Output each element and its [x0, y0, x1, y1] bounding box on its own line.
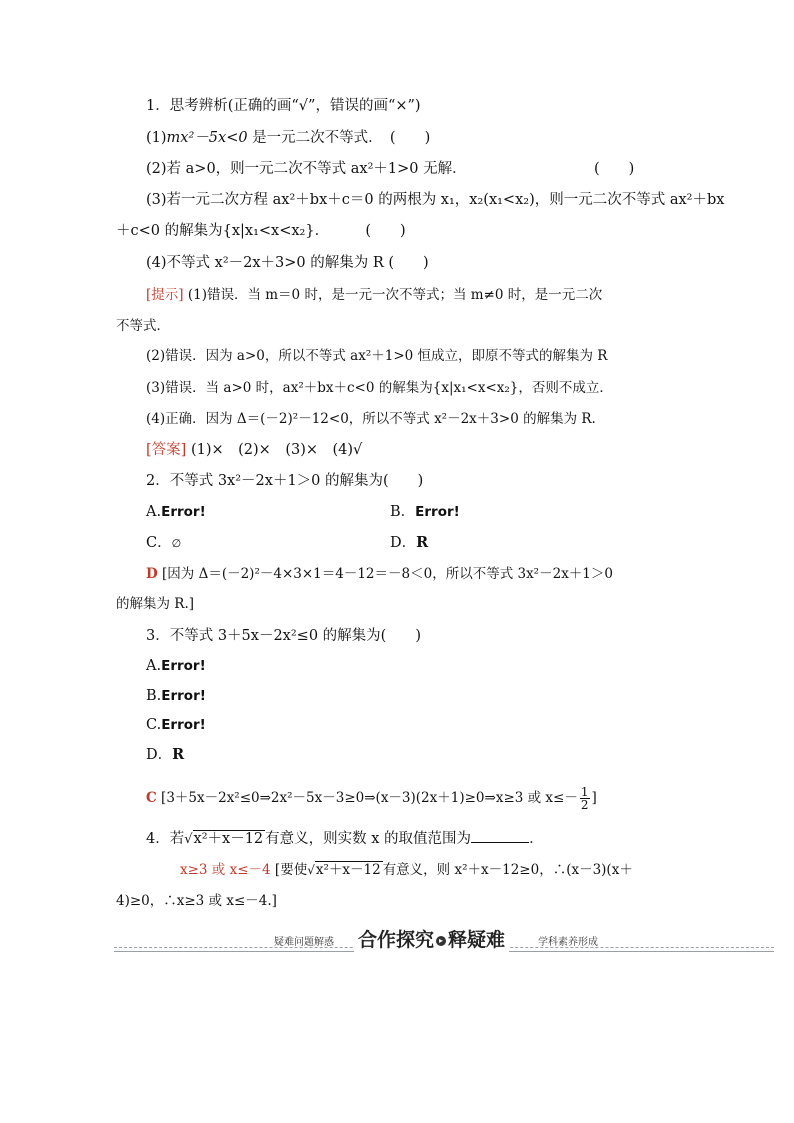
q4-answer: x≥3 或 x≤－4: [180, 862, 271, 878]
banner-right-text: 学科素养形成: [538, 937, 598, 948]
q3-answer-letter: C: [146, 790, 157, 806]
q1-answer: [答案] (1)× (2)× (3)× (4)√: [146, 442, 363, 458]
answer-blank: [471, 828, 529, 843]
q3-solution: C [3＋5x－2x²≤0⇒2x²－5x－3≥0⇒(x－3)(2x＋1)≥0⇒x≥3 或 x≤－ $\frac{1}{2}$ ]: [146, 785, 597, 812]
q3-option-b: B.Error!: [146, 688, 206, 704]
q1-statement-3b: ＋c<0 的解集为{x|x₁<x<x₂}． ( ): [116, 223, 406, 239]
q2-solution-b: 的解集为 R.]: [116, 596, 195, 612]
q2-option-b: B．Error!: [390, 504, 460, 520]
q1-statement-2-paren: ( ): [594, 161, 635, 177]
q3-option-d: D．R: [146, 746, 185, 763]
hint-tag: [提示]: [146, 287, 184, 303]
fraction-one-half: $\frac{1}{2}$: [580, 785, 589, 812]
q4-solution-a: x≥3 或 x≤－4 [要使√x²＋x－12 有意义，则 x²＋x－12≥0，∴(x－3)(x＋: [180, 862, 633, 878]
q1-statement-1: (1)mx²－5x<0 是一元二次不等式． ( ): [146, 130, 431, 146]
q1-hint-1a: [提示] (1)错误．当 m＝0 时，是一元一次不等式；当 m≠0 时，是一元二次: [146, 287, 603, 303]
q1-hint-2: (2)错误．因为 a>0，所以不等式 ax²＋1>0 恒成立，即原不等式的解集为 R: [146, 348, 608, 364]
q1-hint-1b: 不等式．: [116, 318, 170, 334]
q4-radicand: x²＋x－12: [193, 831, 264, 847]
q3-option-c: C.Error!: [146, 717, 206, 733]
arrow-icon: ▸: [436, 936, 446, 946]
q1-title: 1．思考辨析(正确的画“√”，错误的画“×”): [146, 98, 421, 114]
q1-statement-2: (2)若 a>0，则一元二次不等式 ax²＋1>0 无解．: [146, 161, 467, 177]
q2-answer-letter: D: [146, 566, 158, 582]
q3-title: 3．不等式 3＋5x－2x²≤0 的解集为( ): [146, 628, 421, 644]
q1-statement-4: (4)不等式 x²－2x＋3>0 的解集为 R ( ): [146, 255, 429, 271]
q1-statement-3a: (3)若一元二次方程 ax²＋bx＋c＝0 的两根为 x₁，x₂(x₁<x₂)，则一元二次不等式 ax²＋bx: [146, 192, 725, 208]
banner-left-text: 疑难问题解惑: [274, 937, 334, 948]
q4-solution-b: 4)≥0，∴x≥3 或 x≤－4.]: [116, 893, 277, 909]
answer-tag: [答案]: [146, 442, 187, 458]
banner-title: 合作探究 ▸ 释疑难: [354, 925, 509, 952]
q1-hint-4: (4)正确．因为 Δ＝(－2)²－12<0，所以不等式 x²－2x＋3>0 的解集为 R.: [146, 411, 596, 427]
q4-title: 4．若√x²＋x－12 有意义，则实数 x 的取值范围为 ．: [146, 828, 544, 850]
q2-title: 2．不等式 3x²－2x＋1＞0 的解集为( ): [146, 473, 424, 489]
q2-option-d: D．R: [390, 534, 429, 551]
q2-solution-a: D [因为 Δ＝(－2)²－4×3×1＝4－12＝－8＜0，所以不等式 3x²－2x＋1＞0: [146, 566, 613, 582]
section-banner: [114, 925, 774, 955]
q3-option-a: A.Error!: [146, 658, 206, 674]
q2-option-a: A.Error!: [146, 504, 206, 520]
q1-hint-3: (3)错误．当 a>0 时，ax²＋bx＋c<0 的解集为{x|x₁<x<x₂}，否则不成立．: [146, 380, 613, 396]
q2-option-c: C．∅: [146, 535, 182, 551]
